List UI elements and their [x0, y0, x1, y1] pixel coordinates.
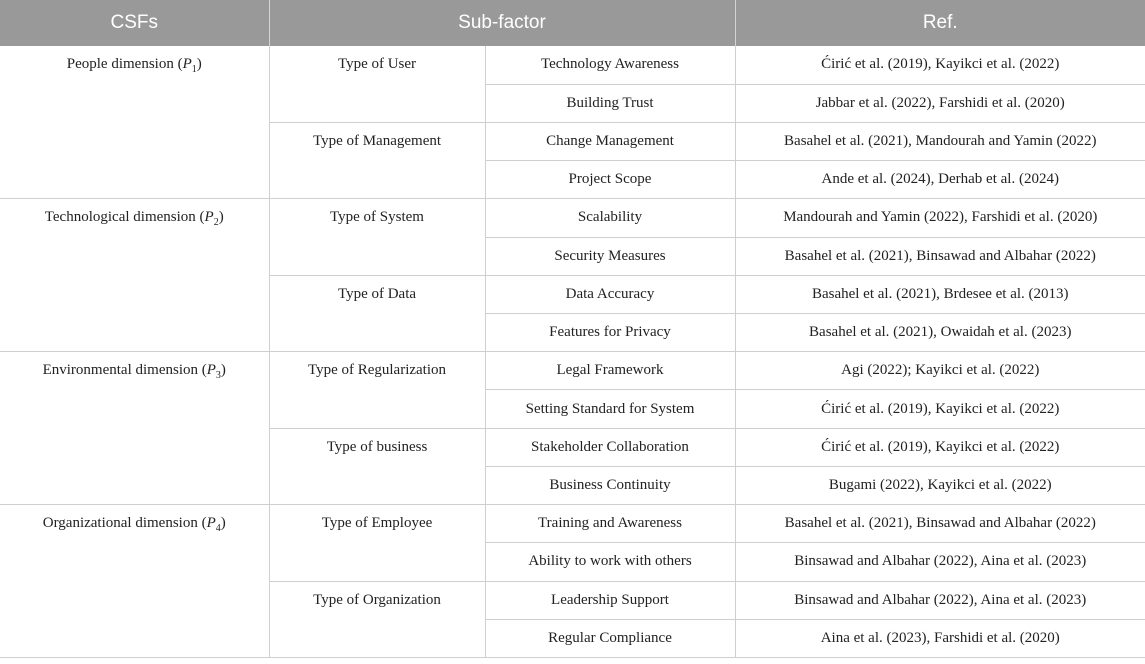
- dimension-subscript: 2: [213, 217, 219, 229]
- dimension-label: Technological dimension: [44, 209, 196, 226]
- subfactor-cell: Change Management: [485, 122, 735, 160]
- subfactor-cell: Scalability: [485, 199, 735, 237]
- reference-cell: Agi (2022); Kayikci et al. (2022): [735, 352, 1145, 390]
- reference-cell: Ande et al. (2024), Derhab et al. (2024): [735, 161, 1145, 199]
- reference-cell: Basahel et al. (2021), Binsawad and Albahar (2022): [735, 505, 1145, 543]
- reference-cell: Ćirić et al. (2019), Kayikci et al. (2022): [735, 428, 1145, 466]
- subfactor-cell: Legal Framework: [485, 352, 735, 390]
- reference-cell: Ćirić et al. (2019), Kayikci et al. (2022): [735, 46, 1145, 84]
- subfactor-cell: Data Accuracy: [485, 275, 735, 313]
- subfactor-cell: Ability to work with others: [485, 543, 735, 581]
- subfactor-type-cell: Type of Management: [269, 122, 485, 198]
- subfactor-cell: Technology Awareness: [485, 46, 735, 84]
- header-csfs: CSFs: [0, 0, 269, 46]
- reference-cell: Binsawad and Albahar (2022), Aina et al. (2023): [735, 543, 1145, 581]
- subfactor-cell: Features for Privacy: [485, 314, 735, 352]
- subfactor-cell: Stakeholder Collaboration: [485, 428, 735, 466]
- subfactor-type-cell: Type of User: [269, 46, 485, 122]
- reference-cell: Ćirić et al. (2019), Kayikci et al. (2022): [735, 390, 1145, 428]
- table-body: [0, 46, 1145, 658]
- reference-cell: Jabbar et al. (2022), Farshidi et al. (2020): [735, 84, 1145, 122]
- subfactor-cell: Project Scope: [485, 161, 735, 199]
- subfactor-type-cell: Type of Regularization: [269, 352, 485, 428]
- dimension-symbol: P: [206, 515, 216, 532]
- reference-cell: Mandourah and Yamin (2022), Farshidi et al. (2020): [735, 199, 1145, 237]
- subfactor-type-cell: Type of Organization: [269, 581, 485, 657]
- subfactor-type-cell: Type of Employee: [269, 505, 485, 581]
- reference-cell: Binsawad and Albahar (2022), Aina et al. (2023): [735, 581, 1145, 619]
- table-row: [0, 199, 1145, 237]
- subfactor-type-cell: Type of business: [269, 428, 485, 504]
- reference-cell: Aina et al. (2023), Farshidi et al. (2020): [735, 619, 1145, 657]
- table-row: [0, 352, 1145, 390]
- dimension-cell: Organizational dimension $(P_4)$: [0, 505, 269, 658]
- dimension-cell: Environmental dimension $(P_3)$: [0, 352, 269, 505]
- dimension-label: Environmental dimension: [42, 362, 198, 379]
- dimension-subscript: 1: [191, 64, 197, 75]
- reference-cell: Basahel et al. (2021), Owaidah et al. (2023): [735, 314, 1145, 352]
- table-row: [0, 505, 1145, 543]
- subfactor-cell: Business Continuity: [485, 466, 735, 504]
- table-row: [0, 46, 1145, 84]
- subfactor-cell: Security Measures: [485, 237, 735, 275]
- subfactor-cell: Building Trust: [485, 84, 735, 122]
- dimension-cell: People dimension $(P_1)$: [0, 46, 269, 199]
- dimension-subscript: 4: [215, 523, 221, 535]
- header-ref: Ref.: [735, 0, 1145, 46]
- dimension-symbol: P: [182, 56, 192, 72]
- subfactor-cell: Regular Compliance: [485, 619, 735, 657]
- dimension-label: People dimension: [66, 56, 174, 72]
- dimension-symbol: P: [206, 362, 216, 379]
- subfactor-cell: Leadership Support: [485, 581, 735, 619]
- dimension-label: Organizational dimension: [42, 515, 198, 532]
- dimension-cell: Technological dimension $(P_2)$: [0, 199, 269, 352]
- reference-cell: Bugami (2022), Kayikci et al. (2022): [735, 466, 1145, 504]
- dimension-subscript: 3: [215, 370, 221, 382]
- subfactor-type-cell: Type of System: [269, 199, 485, 275]
- dimension-symbol: P: [204, 209, 214, 226]
- reference-cell: Basahel et al. (2021), Mandourah and Yamin (2022): [735, 122, 1145, 160]
- subfactor-type-cell: Type of Data: [269, 275, 485, 351]
- reference-cell: Basahel et al. (2021), Brdesee et al. (2013): [735, 275, 1145, 313]
- reference-cell: Basahel et al. (2021), Binsawad and Albahar (2022): [735, 237, 1145, 275]
- header-row: [0, 0, 1145, 46]
- subfactor-cell: Training and Awareness: [485, 505, 735, 543]
- header-subfactor: Sub-factor: [269, 0, 735, 46]
- subfactor-cell: Setting Standard for System: [485, 390, 735, 428]
